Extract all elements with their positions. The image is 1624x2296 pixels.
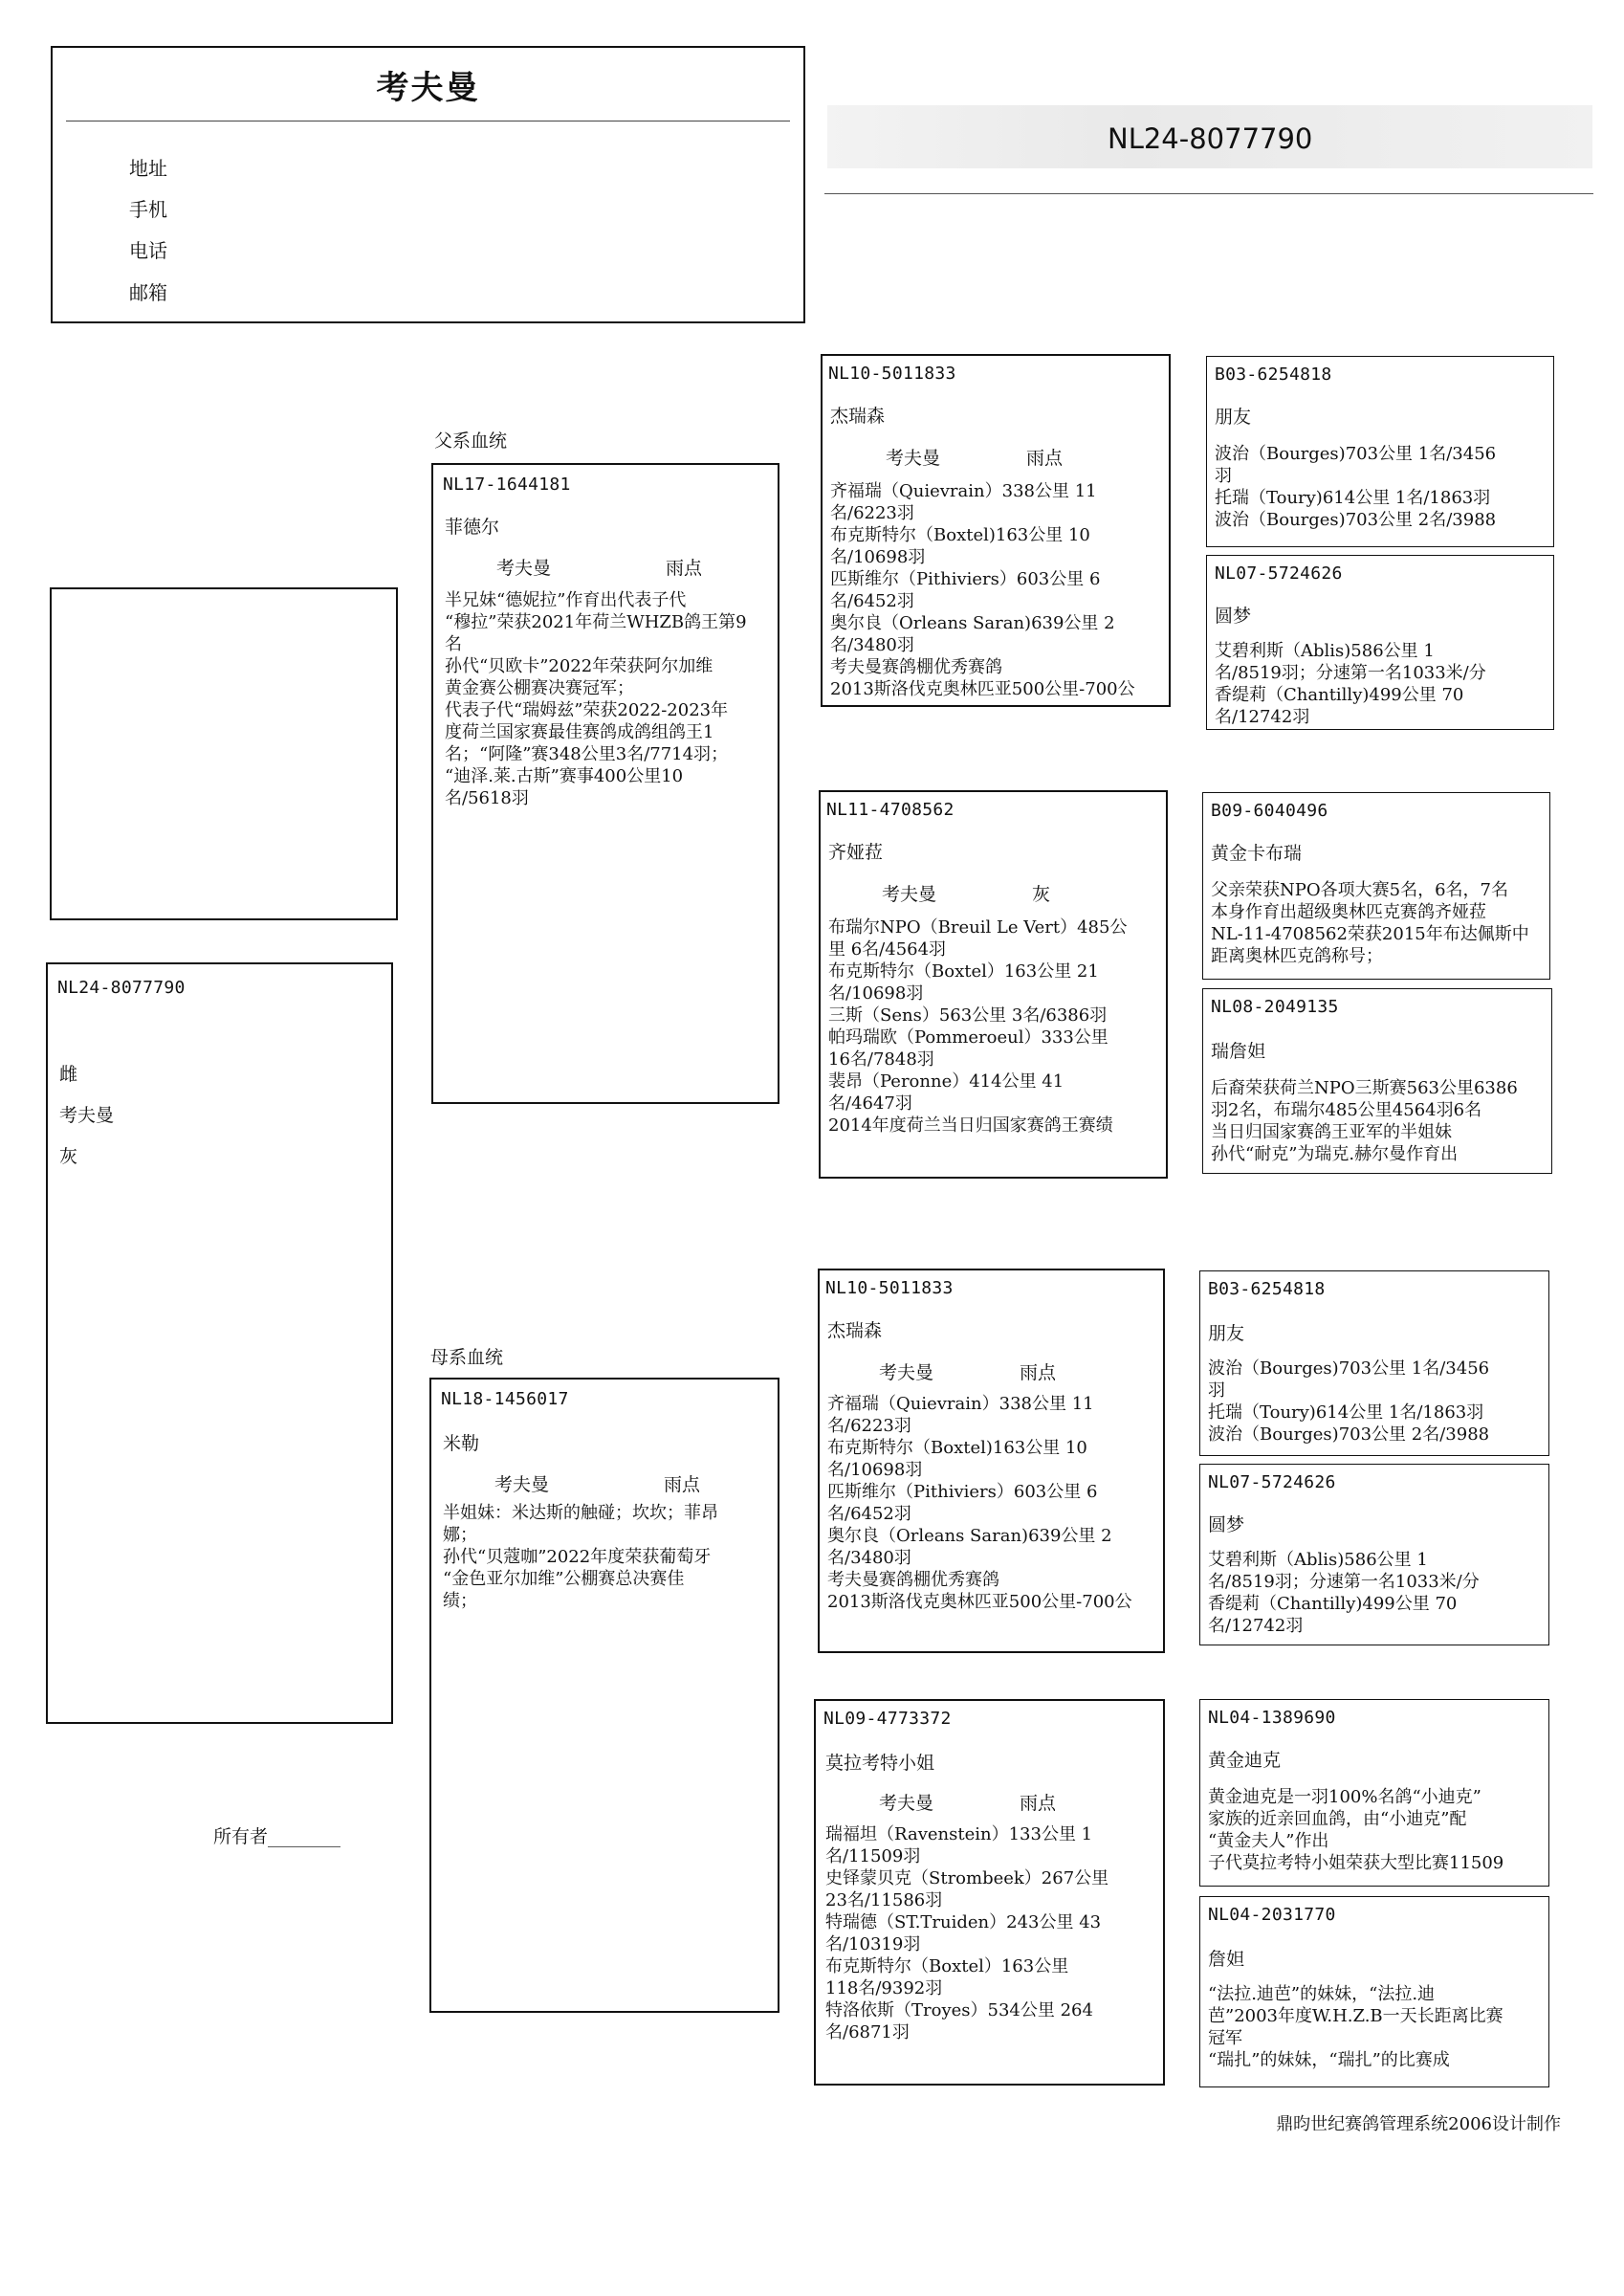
note-line: 布克斯特尔（Boxtel）163公里 21 xyxy=(828,961,1099,982)
email-label: 邮箱 xyxy=(129,281,167,304)
note-line: 半姐妹：米达斯的触碰；坎坎；菲昂 xyxy=(443,1503,718,1523)
sdd-card xyxy=(1202,988,1552,1174)
note-line: “金色亚尔加维”公棚赛总决赛佳 xyxy=(443,1569,685,1589)
note-line: “黄金夫人”作出 xyxy=(1208,1831,1329,1851)
note-line: 裴昂（Peronne）414公里 41 xyxy=(828,1071,1064,1092)
note-line: 布克斯特尔（Boxtel）163公里 xyxy=(825,1956,1069,1976)
dss-card xyxy=(1199,1270,1549,1456)
footer-credit: 鼎昀世纪赛鸽管理系统2006设计制作 xyxy=(1276,2114,1561,2134)
sire-meta xyxy=(496,554,702,580)
dd-name: 莫拉考特小姐 xyxy=(825,1753,935,1774)
ssd-card xyxy=(1206,555,1554,730)
note-line: 艾碧利斯（Ablis)586公里 1 xyxy=(1208,1550,1428,1570)
main-ring-divider xyxy=(824,193,1593,194)
subject-color: 灰 xyxy=(59,1146,78,1167)
dsd-card xyxy=(1199,1464,1549,1645)
sss-name: 朋友 xyxy=(1215,407,1252,428)
note-line: “法拉.迪芭”的妹妹，“法拉.迪 xyxy=(1208,1984,1436,2004)
sd-meta xyxy=(882,880,1050,906)
phone-label: 电话 xyxy=(129,239,167,262)
sds-notes xyxy=(1211,879,1529,967)
sd-card xyxy=(819,790,1168,1179)
dss-ring: B03-6254818 xyxy=(1208,1279,1326,1299)
subject-card xyxy=(46,962,393,1724)
sds-name: 黄金卡布瑞 xyxy=(1211,843,1303,864)
subject-sex: 雌 xyxy=(59,1064,78,1085)
note-line: 名 xyxy=(445,634,462,654)
ddd-name: 詹妲 xyxy=(1208,1949,1245,1970)
note-line: 名/3480羽 xyxy=(827,1548,911,1568)
dds-card xyxy=(1199,1699,1549,1887)
note-line: 118名/9392羽 xyxy=(825,1978,943,1998)
note-line: 距离奥林匹克鸽称号； xyxy=(1211,946,1383,966)
sd-name: 齐娅菈 xyxy=(828,842,884,863)
note-line: 名/6871羽 xyxy=(825,2022,910,2042)
ds-notes xyxy=(827,1393,1132,1613)
note-line: 后裔荣获荷兰NPO三斯赛563公里6386 xyxy=(1211,1078,1518,1098)
note-line: 羽 xyxy=(1215,466,1232,486)
sire-notes xyxy=(445,589,747,809)
sdd-ring: NL08-2049135 xyxy=(1211,997,1339,1017)
note-line: 考夫曼赛鸽棚优秀赛鸽 xyxy=(827,1570,999,1590)
note-line: 奥尔良（Orleans Saran)639公里 2 xyxy=(827,1526,1112,1546)
dam-ring: NL18-1456017 xyxy=(441,1389,569,1409)
dd-breeder: 考夫曼 xyxy=(879,1793,934,1814)
note-line: “穆拉”荣获2021年荷兰WHZB鸽王第9 xyxy=(445,612,747,632)
note-line: 2014年度荷兰当日归国家赛鸽王赛绩 xyxy=(828,1115,1113,1136)
note-line: “瑞扎”的妹妹，“瑞扎”的比赛成 xyxy=(1208,2050,1450,2070)
note-line: 波治（Bourges)703公里 1名/3456 xyxy=(1208,1358,1490,1379)
note-line: 名；“阿隆”赛348公里3名/7714羽； xyxy=(445,744,729,764)
note-line: 绩； xyxy=(443,1591,477,1611)
note-line: 波治（Bourges)703公里 2名/3988 xyxy=(1215,510,1497,530)
owner-signature-line xyxy=(213,1822,340,1848)
note-line: 半兄妹“德妮拉”作育出代表子代 xyxy=(445,590,687,610)
note-line: NL-11-4708562荣获2015年布达佩斯中 xyxy=(1211,924,1529,944)
note-line: 羽2名，布瑞尔485公里4564羽6名 xyxy=(1211,1100,1482,1120)
sire-card xyxy=(431,463,779,1104)
sdd-name: 瑞詹妲 xyxy=(1211,1041,1266,1062)
ss-color: 雨点 xyxy=(1026,448,1064,469)
note-line: 度荷兰国家赛最佳赛鸽成鸽组鸽王1 xyxy=(445,722,714,742)
ddd-notes xyxy=(1208,1983,1503,2071)
note-line: 名/10319羽 xyxy=(825,1934,921,1954)
note-line: 布克斯特尔（Boxtel)163公里 10 xyxy=(830,525,1090,545)
dd-meta xyxy=(879,1789,1056,1815)
note-line: 2013斯洛伐克奥林匹亚500公里-700公 xyxy=(827,1592,1132,1612)
note-line: 名/11509羽 xyxy=(825,1846,921,1866)
owner-name: 考夫曼 xyxy=(376,69,480,107)
note-line: “迪泽.莱.古斯”赛事400公里10 xyxy=(445,766,684,786)
dss-name: 朋友 xyxy=(1208,1323,1245,1344)
ss-meta xyxy=(886,444,1063,470)
sds-card xyxy=(1202,792,1550,980)
note-line: 名/6452羽 xyxy=(827,1504,911,1524)
note-line: 父亲荣获NPO各项大赛5名，6名，7名 xyxy=(1211,880,1508,900)
ssd-notes xyxy=(1215,640,1486,728)
note-line: 23名/11586羽 xyxy=(825,1890,943,1910)
owner-blank: ________ xyxy=(268,1826,341,1847)
note-line: 香缇莉（Chantilly)499公里 70 xyxy=(1208,1594,1458,1614)
note-line: 孙代“贝欧卡”2022年荣获阿尔加维 xyxy=(445,656,713,676)
note-line: 名/12742羽 xyxy=(1208,1616,1304,1636)
note-line: 名/8519羽；分速第一名1033米/分 xyxy=(1208,1572,1480,1592)
note-line: 考夫曼赛鸽棚优秀赛鸽 xyxy=(830,657,1002,677)
ds-meta xyxy=(879,1358,1056,1384)
note-line: 里 6名/4564羽 xyxy=(828,939,947,960)
note-line: 名/6452羽 xyxy=(830,591,914,611)
subject-breeder: 考夫曼 xyxy=(59,1105,115,1126)
dam-meta xyxy=(494,1470,700,1496)
ds-color: 雨点 xyxy=(1020,1362,1057,1383)
note-line: 冠军 xyxy=(1208,2028,1242,2048)
ds-card xyxy=(818,1269,1165,1653)
note-line: 香缇莉（Chantilly)499公里 70 xyxy=(1215,685,1464,705)
dsd-notes xyxy=(1208,1549,1480,1637)
dd-card xyxy=(814,1699,1165,2086)
note-line: 特瑞德（ST.Truiden）243公里 43 xyxy=(825,1912,1102,1932)
dds-name: 黄金迪克 xyxy=(1208,1750,1282,1771)
note-line: 齐福瑞（Quievrain）338公里 11 xyxy=(827,1394,1094,1414)
note-line: 布克斯特尔（Boxtel)163公里 10 xyxy=(827,1438,1087,1458)
ss-name: 杰瑞森 xyxy=(830,406,886,427)
note-line: 奥尔良（Orleans Saran)639公里 2 xyxy=(830,613,1115,633)
subject-ring: NL24-8077790 xyxy=(57,978,186,998)
note-line: 家族的近亲回血鸽，由“小迪克”配 xyxy=(1208,1809,1467,1829)
note-line: 代表子代“瑞姆兹”荣获2022-2023年 xyxy=(445,700,729,720)
sss-ring: B03-6254818 xyxy=(1215,364,1332,385)
dd-notes xyxy=(825,1823,1108,2043)
sire-breeder: 考夫曼 xyxy=(496,558,552,579)
sire-name: 菲德尔 xyxy=(445,517,500,538)
note-line: 瑞福坦（Ravenstein）133公里 1 xyxy=(825,1824,1093,1844)
note-line: 黄金赛公棚赛决赛冠军； xyxy=(445,678,634,698)
note-line: 史铎蒙贝克（Strombeek）267公里 xyxy=(825,1868,1109,1888)
note-line: 波治（Bourges)703公里 2名/3988 xyxy=(1208,1424,1490,1445)
ddd-ring: NL04-2031770 xyxy=(1208,1905,1336,1925)
note-line: 黄金迪克是一羽100%名鸽“小迪克” xyxy=(1208,1787,1481,1807)
note-line: 名/5618羽 xyxy=(445,788,529,808)
note-line: 匹斯维尔（Pithiviers）603公里 6 xyxy=(827,1482,1098,1502)
dam-color: 雨点 xyxy=(664,1474,701,1495)
sd-breeder: 考夫曼 xyxy=(882,884,937,905)
photo-box xyxy=(50,587,398,920)
note-line: 16名/7848羽 xyxy=(828,1049,934,1070)
note-line: 特洛依斯（Troyes）534公里 264 xyxy=(825,2000,1093,2020)
ss-breeder: 考夫曼 xyxy=(886,448,941,469)
note-line: 名/6223羽 xyxy=(830,503,914,523)
note-line: 名/10698羽 xyxy=(828,983,924,1004)
dam-line-label: 母系血统 xyxy=(430,1347,504,1368)
sd-ring: NL11-4708562 xyxy=(826,800,955,820)
dds-notes xyxy=(1208,1786,1503,1874)
sire-color: 雨点 xyxy=(666,558,703,579)
owner-header-box xyxy=(51,46,805,323)
note-line: 羽 xyxy=(1208,1380,1225,1401)
note-line: 2013斯洛伐克奥林匹亚500公里-700公 xyxy=(830,679,1135,699)
sd-notes xyxy=(828,916,1127,1137)
ddd-card xyxy=(1199,1896,1549,2087)
ds-name: 杰瑞森 xyxy=(827,1320,883,1341)
ds-ring: NL10-5011833 xyxy=(825,1278,954,1298)
dam-notes xyxy=(443,1502,718,1612)
dsd-ring: NL07-5724626 xyxy=(1208,1472,1336,1492)
ss-card xyxy=(821,354,1171,707)
sire-ring: NL17-1644181 xyxy=(443,475,571,495)
note-line: 子代莫拉考特小姐荣获大型比赛11509 xyxy=(1208,1853,1504,1873)
dam-card xyxy=(429,1378,779,2013)
note-line: 齐福瑞（Quievrain）338公里 11 xyxy=(830,481,1097,501)
main-ring-number: NL24-8077790 xyxy=(1108,122,1313,155)
owner-label: 所有者 xyxy=(213,1826,269,1847)
sss-card xyxy=(1206,356,1554,547)
mobile-label: 手机 xyxy=(129,198,167,221)
note-line: 名/6223羽 xyxy=(827,1416,911,1436)
note-line: 名/10698羽 xyxy=(827,1460,923,1480)
dam-breeder: 考夫曼 xyxy=(494,1474,550,1495)
note-line: 本身作育出超级奥林匹克赛鸽齐娅菈 xyxy=(1211,902,1486,922)
note-line: 娜； xyxy=(443,1525,477,1545)
dd-ring: NL09-4773372 xyxy=(823,1709,952,1729)
dsd-name: 圆梦 xyxy=(1208,1514,1245,1535)
note-line: 艾碧利斯（Ablis)586公里 1 xyxy=(1215,641,1435,661)
sire-line-label: 父系血统 xyxy=(434,430,508,452)
ss-notes xyxy=(830,480,1135,700)
address-label: 地址 xyxy=(129,157,167,180)
note-line: 名/4647羽 xyxy=(828,1093,912,1114)
note-line: 芭”2003年度W.H.Z.B一天长距离比赛 xyxy=(1208,2006,1503,2026)
note-line: 三斯（Sens）563公里 3名/6386羽 xyxy=(828,1005,1108,1026)
dd-color: 雨点 xyxy=(1020,1793,1057,1814)
dss-notes xyxy=(1208,1358,1489,1446)
ds-breeder: 考夫曼 xyxy=(879,1362,934,1383)
note-line: 名/10698羽 xyxy=(830,547,926,567)
ss-ring: NL10-5011833 xyxy=(828,364,956,384)
note-line: 孙代“贝蔻咖”2022年度荣获葡萄牙 xyxy=(443,1547,712,1567)
note-line: 名/8519羽；分速第一名1033米/分 xyxy=(1215,663,1486,683)
note-line: 匹斯维尔（Pithiviers）603公里 6 xyxy=(830,569,1101,589)
note-line: 当日归国家赛鸽王亚军的半姐妹 xyxy=(1211,1122,1452,1142)
note-line: 波治（Bourges)703公里 1名/3456 xyxy=(1215,444,1497,464)
note-line: 托瑞（Toury)614公里 1名/1863羽 xyxy=(1215,488,1491,508)
ssd-name: 圆梦 xyxy=(1215,606,1252,627)
note-line: 托瑞（Toury)614公里 1名/1863羽 xyxy=(1208,1402,1484,1423)
sds-ring: B09-6040496 xyxy=(1211,801,1328,821)
note-line: 帕玛瑞欧（Pommeroeul）333公里 xyxy=(828,1027,1108,1048)
dds-ring: NL04-1389690 xyxy=(1208,1708,1336,1728)
sss-notes xyxy=(1215,443,1496,531)
dam-name: 米勒 xyxy=(443,1433,480,1454)
note-line: 名/3480羽 xyxy=(830,635,914,655)
ssd-ring: NL07-5724626 xyxy=(1215,563,1343,584)
note-line: 布瑞尔NPO（Breuil Le Vert）485公 xyxy=(828,917,1128,938)
note-line: 名/12742羽 xyxy=(1215,707,1310,727)
note-line: 孙代“耐克”为瑞克.赫尔曼作育出 xyxy=(1211,1144,1459,1164)
sdd-notes xyxy=(1211,1077,1518,1165)
sd-color: 灰 xyxy=(1032,884,1051,905)
